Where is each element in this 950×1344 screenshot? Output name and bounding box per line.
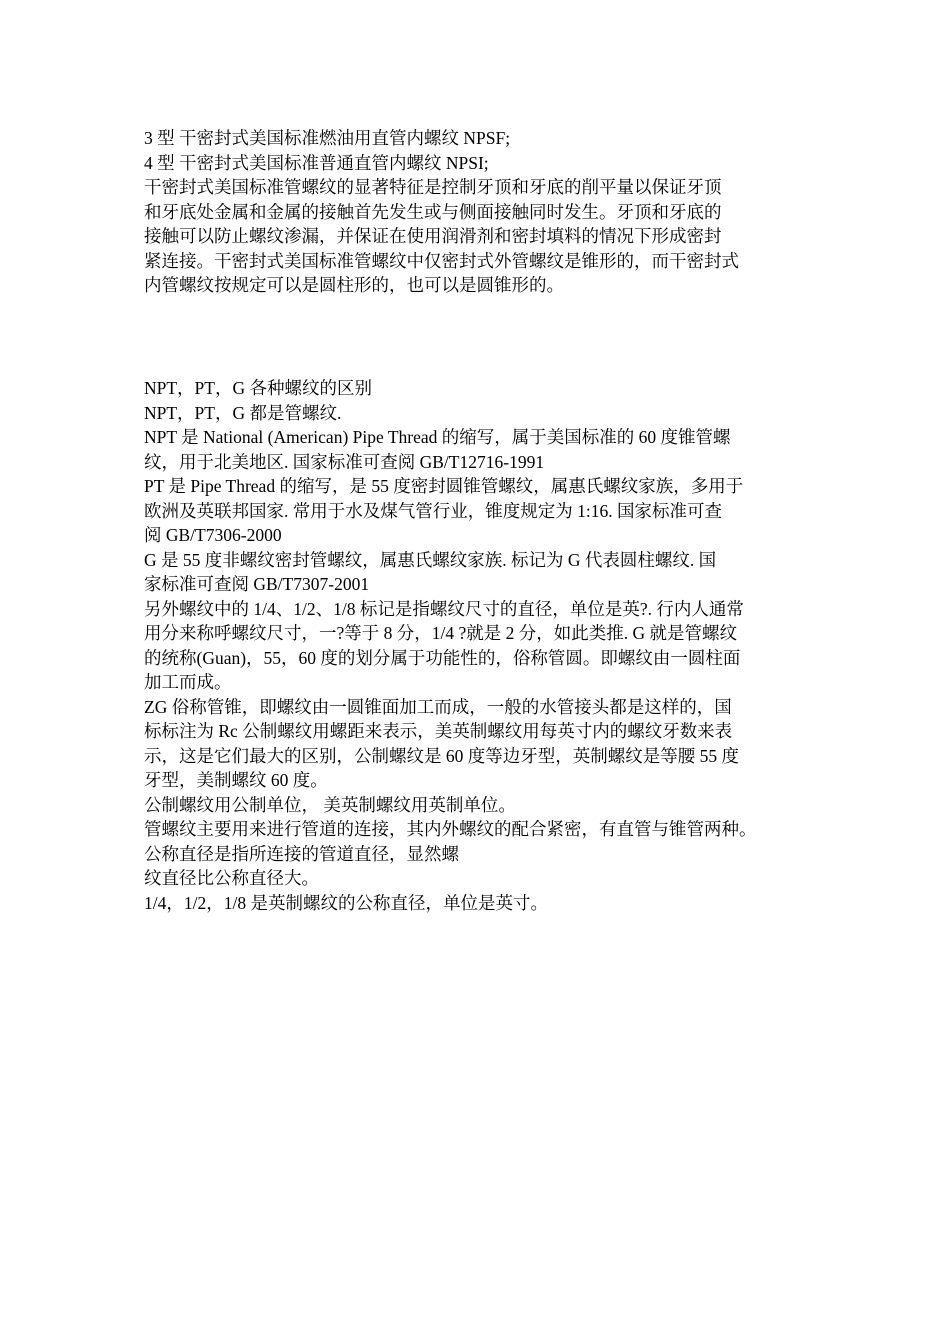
paragraph [144, 175, 814, 298]
text-line: 标标注为 Rc 公制螺纹用螺距来表示，美英制螺纹用每英寸内的螺纹牙数来表 [144, 721, 733, 741]
text-line: 管螺纹主要用来进行管道的连接，其内外螺纹的配合紧密，有直管与锥管两种。 [144, 819, 757, 839]
text-line: 干密封式美国标准管螺纹的显著特征是控制牙顶和牙底的削平量以保证牙顶 [144, 177, 722, 197]
paragraph [144, 842, 814, 867]
text-line: NPT，PT，G 都是管螺纹. [144, 402, 342, 423]
text-line: 内管螺纹按规定可以是圆柱形的，也可以是圆锥形的。 [144, 275, 564, 295]
paragraph [144, 151, 814, 176]
paragraph [144, 793, 814, 818]
paragraph [144, 817, 814, 842]
paragraph [144, 866, 814, 891]
text-line: 另外螺纹中的 1/4、1/2、1/8 标记是指螺纹尺寸的直径，单位是英?. 行内人通常 [144, 598, 744, 619]
text-line: G 是 55 度非螺纹密封管螺纹，属惠氏螺纹家族. 标记为 G 代表圆柱螺纹. 国 [144, 549, 717, 570]
paragraph-npt [144, 425, 814, 474]
text-line: 加工而成。 [144, 672, 232, 692]
paragraph [144, 891, 814, 916]
text-line: 示，这是它们最大的区别，公制螺纹是 60 度等边牙型，英制螺纹是等腰 55 度 [144, 745, 739, 766]
text-line: 公制螺纹用公制单位， 美英制螺纹用英制单位。 [144, 794, 516, 815]
text-line: PT 是 Pipe Thread 的缩写，是 55 度密封圆锥管螺纹，属惠氏螺纹家族，多用于 [144, 476, 744, 496]
paragraph-zg [144, 695, 814, 793]
paragraph [144, 401, 814, 426]
text-line: 紧连接。干密封式美国标准管螺纹中仅密封式外管螺纹是锥形的，而干密封式 [144, 250, 739, 271]
paragraph [144, 126, 814, 151]
text-line: 纹直径比公称直径大。 [144, 868, 319, 888]
paragraph-sizes [144, 597, 814, 695]
paragraph-g [144, 548, 814, 597]
paragraph-pt [144, 474, 814, 548]
text-line: 接触可以防止螺纹渗漏，并保证在使用润滑剂和密封填料的情况下形成密封 [144, 226, 722, 246]
text-line: 阅 GB/T7306-2000 [144, 525, 282, 545]
section-heading [144, 376, 814, 401]
section-dry-seal-threads [144, 126, 814, 298]
text-line: ZG 俗称管锥，即螺纹由一圆锥面加工而成，一般的水管接头都是这样的，国 [144, 696, 732, 717]
section-thread-differences [144, 376, 814, 915]
text-line: 牙型，美制螺纹 60 度。 [144, 770, 328, 790]
text-line: 欧洲及英联邦国家. 常用于水及煤气管行业，锥度规定为 1:16. 国家标准可查 [144, 500, 722, 521]
text-line: 1/4，1/2，1/8 是英制螺纹的公称直径，单位是英寸。 [144, 892, 548, 913]
text-line: 的统称(Guan)，55，60 度的划分属于功能性的，俗称管圆。即螺纹由一圆柱面 [144, 647, 741, 668]
text-line: 家标准可查阅 GB/T7307-2001 [144, 574, 370, 594]
text-line: 和牙底处金属和金属的接触首先发生或与侧面接触同时发生。牙顶和牙底的 [144, 201, 722, 222]
text-line: NPT 是 National (American) Pipe Thread 的缩写，属于美国标准的 60 度锥管螺 [144, 427, 731, 447]
text-line: 纹，用于北美地区. 国家标准可查阅 GB/T12716-1991 [144, 451, 545, 472]
text-line: 用分来称呼螺纹尺寸，一?等于 8 分，1/4 ?就是 2 分，如此类推. G 就是管螺纹 [144, 623, 738, 643]
text-line: 3 型 干密封式美国标准燃油用直管内螺纹 NPSF; [144, 128, 511, 148]
text-line: NPT，PT，G 各种螺纹的区别 [144, 378, 372, 398]
text-line: 4 型 干密封式美国标准普通直管内螺纹 NPSI; [144, 152, 489, 173]
text-line: 公称直径是指所连接的管道直径，显然螺 [144, 843, 459, 864]
